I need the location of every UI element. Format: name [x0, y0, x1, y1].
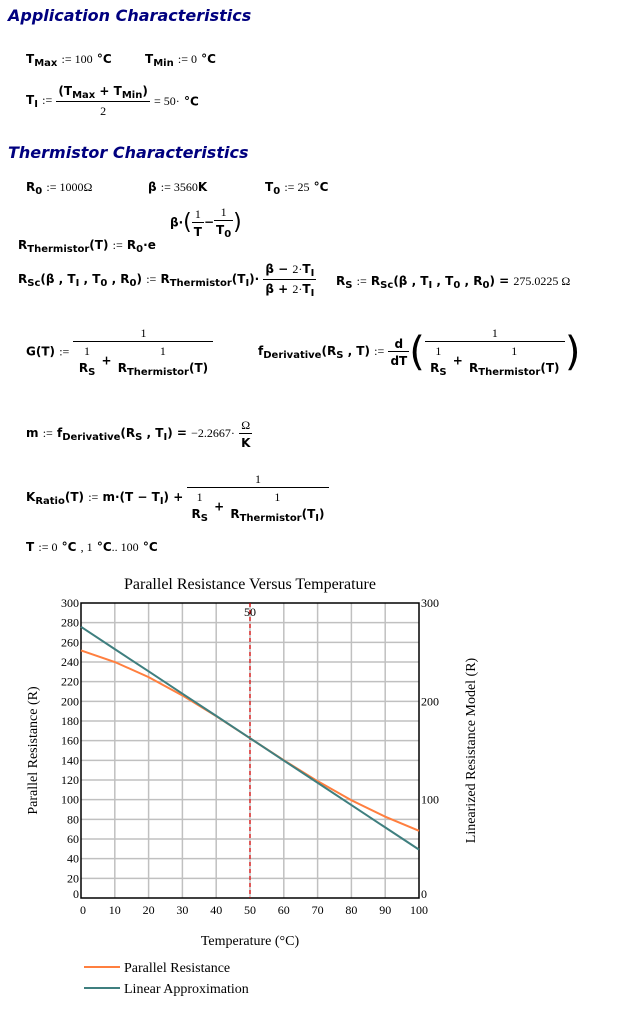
- y-tick-label: 80: [67, 812, 79, 827]
- x-tick-label: 90: [379, 903, 392, 917]
- x-tick-label: 10: [108, 903, 121, 917]
- eq-m: m := $f_{Derivative}(R_S$ , $T_I) = -2.2667\cdot$ $\frac{\Omega}{K}$: [26, 418, 251, 450]
- eq-beta: β := 3560K: [148, 180, 208, 194]
- x-tick-label: 80: [345, 903, 358, 917]
- y-tick-label: 160: [61, 733, 79, 748]
- y-tick-label: 100: [61, 792, 79, 807]
- y-tick-label: 180: [61, 714, 79, 728]
- eq-fderivative: $f_{Derivative}(R_S$ , T) := $\frac{d}{dT}$ ( 1 1 $R_S$ + 1 $R_{Thermistor}(T)$ ): [258, 326, 581, 378]
- chart-svg: [0, 570, 638, 1014]
- chart: [0, 570, 638, 1014]
- y-tick-label: 140: [61, 753, 79, 768]
- eq-tmin: $T_{Min}$ := 0 °C: [145, 52, 216, 69]
- eq-t0: $T_0$ := 25 °C: [265, 180, 329, 197]
- eq-kratio: $K_{Ratio}(T)$ := $m\cdot(T - T_I)$ + 1 1 $R_S$ + 1 $R_{Thermistor}(T_I)$: [26, 472, 329, 524]
- y-tick-label: 280: [61, 615, 79, 630]
- y2-tick-label: 200: [421, 694, 439, 709]
- y-tick-label: 260: [61, 635, 79, 650]
- rs-value: 275.0225 Ω: [513, 274, 571, 288]
- x-tick-label: 20: [142, 903, 155, 917]
- eq-rtherm: $R_{Thermistor}(T)$ := $R_0\cdot e$: [18, 238, 156, 255]
- y-axis-label: Parallel Resistance (R): [26, 686, 41, 815]
- y-tick-label: 300: [61, 596, 79, 610]
- x-tick-label: 30: [176, 903, 189, 917]
- y-tick-label: 40: [67, 851, 79, 866]
- marker-label: 50: [244, 605, 256, 619]
- x-tick-label: 50: [244, 903, 256, 917]
- x-tick-label: 100: [410, 903, 428, 917]
- eq-r0: $R_0$ := 1000Ω: [26, 180, 93, 197]
- section-title-application: Application Characteristics: [8, 6, 252, 25]
- y-tick-label: 200: [61, 694, 79, 709]
- chart-title: Parallel Resistance Versus Temperature: [124, 576, 376, 593]
- eq-tmax: $T_{Max}$ := 100 °C: [26, 52, 112, 69]
- y-tick-label: 220: [61, 674, 79, 689]
- y2-tick-label: 100: [421, 792, 439, 807]
- legend-label-0: Parallel Resistance: [124, 961, 231, 976]
- eq-rsc: $R_{Sc}(\beta$ , $T_I$ , $T_0$ , $R_0$) := $R_{Thermistor}(T_I)\cdot$ $\frac{\beta - 2\cdot T_I}{\beta + 2\cdot T_I}$: [18, 262, 315, 299]
- eq-rs: $R_S$ := $R_{Sc}(\beta$ , $T_I$ , $T_0$ , $R_0) = 275.0225$ Ω: [336, 274, 571, 291]
- eq-ti: $T_I$ := $\frac{(T_{Max} + T_{Min})}{2}$ = 50· °C: [26, 84, 199, 118]
- y-tick-label: 0: [73, 887, 79, 901]
- x-tick-label: 70: [311, 903, 324, 917]
- y-tick-label: 240: [61, 655, 79, 669]
- y2-axis-label: Linearized Resistance Model (R): [464, 657, 479, 844]
- y-tick-label: 120: [61, 773, 79, 787]
- section-title-thermistor: Thermistor Characteristics: [8, 143, 249, 162]
- x-tick-label: 60: [277, 903, 290, 917]
- x-axis-label: Temperature (°C): [200, 934, 300, 949]
- y2-tick-label: 0: [421, 887, 427, 901]
- m-value: −2.2667·: [191, 425, 235, 440]
- x-tick-label: 0: [80, 903, 86, 917]
- y-tick-label: 20: [67, 871, 79, 886]
- y-tick-label: 60: [67, 832, 79, 846]
- y2-tick-label: 300: [421, 596, 439, 610]
- eq-trange: T := 0 °C , 1 °C.. 100 °C: [26, 540, 158, 554]
- eq-rtherm-exponent: β·( $\frac{1}{T}$ − $\frac{1}{T_0}$ ): [170, 205, 242, 240]
- legend-label-1: Linear Approximation: [124, 982, 249, 997]
- eq-g: G(T) := 1 1 $R_S$ + 1 $R_{Thermistor}(T)$: [26, 326, 213, 378]
- x-tick-label: 40: [210, 903, 223, 917]
